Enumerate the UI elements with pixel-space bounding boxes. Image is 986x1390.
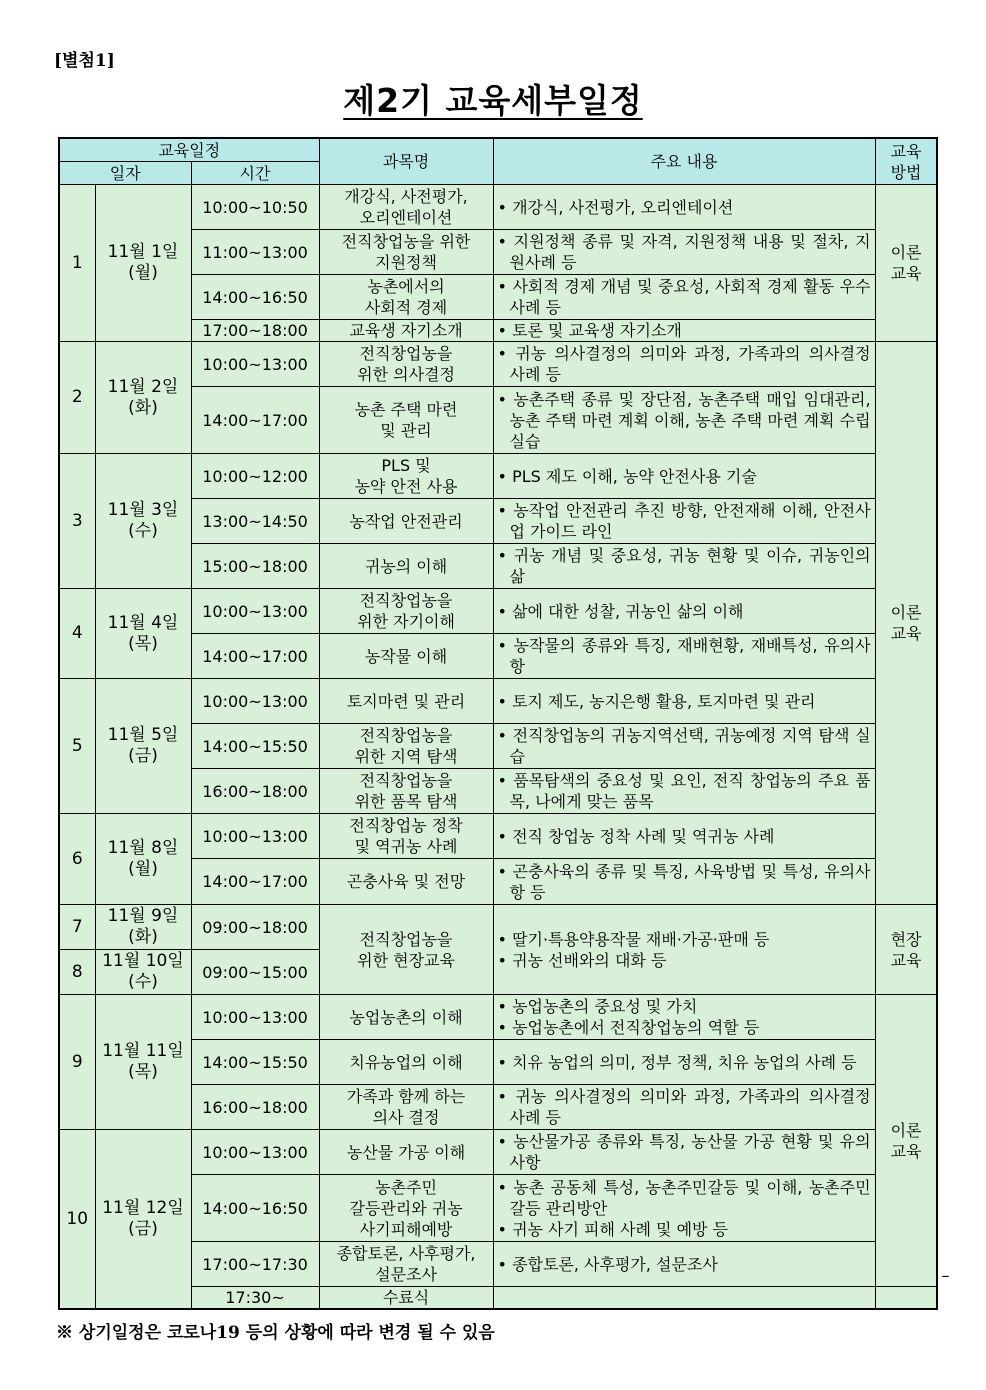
- content-text: 농작업 안전관리 추진 방향, 안전재해 이해, 안전사업 가이드 라인: [509, 501, 871, 541]
- content-text: 곤충사육의 종류 및 특징, 사육방법 및 특성, 유의사항 등: [509, 861, 871, 902]
- table-row: [59, 769, 937, 814]
- session-time: 11:00~13:00: [191, 230, 319, 275]
- bullet-icon: •: [497, 950, 513, 970]
- content-text: 종합토론, 사후평가, 설문조사: [512, 1254, 718, 1274]
- bullet-icon: •: [497, 636, 514, 655]
- session-content: [493, 769, 875, 814]
- bullet-icon: •: [497, 277, 513, 296]
- content-text: 개강식, 사전평가, 오리엔테이션: [512, 197, 734, 217]
- content-item: [498, 343, 871, 385]
- content-item: [498, 1254, 871, 1275]
- footnote: ※ 상기일정은 코로나19 등의 상황에 따라 변경 될 수 있음: [56, 1323, 495, 1343]
- session-time: 10:00~13:00: [191, 679, 319, 724]
- session-time: 17:00~17:30: [191, 1242, 319, 1287]
- session-time: 10:00~13:00: [191, 1130, 319, 1175]
- day-date: 11월 4일 (목): [95, 589, 191, 679]
- session-content: [493, 995, 875, 1040]
- session-subject: 교육생 자기소개: [319, 320, 493, 342]
- session-subject: 전직창업농을 위한 의사결정: [319, 342, 493, 387]
- content-text: 토론 및 교육생 자기소개: [512, 321, 682, 340]
- session-content: [493, 1040, 875, 1085]
- session-time: 17:30~: [191, 1287, 319, 1310]
- table-row: [59, 230, 937, 275]
- content-text: 전직창업농의 귀농지역선택, 귀농예정 지역 탐색 실습: [509, 726, 871, 766]
- bullet-icon: •: [497, 197, 513, 217]
- content-item: [498, 276, 871, 318]
- session-content: [493, 185, 875, 230]
- content-item: [498, 320, 871, 341]
- session-subject: 전직창업농을 위한 자기이해: [319, 589, 493, 634]
- session-time: 17:00~18:00: [191, 320, 319, 342]
- bullet-icon: •: [497, 1219, 513, 1239]
- table-row: [59, 320, 937, 342]
- session-content: [493, 454, 875, 499]
- bullet-icon: •: [497, 466, 513, 486]
- session-content: [493, 1242, 875, 1287]
- content-item: [498, 1177, 871, 1219]
- session-subject: 종합토론, 사후평가, 설문조사: [319, 1242, 493, 1287]
- content-item: [498, 826, 871, 847]
- content-item: [498, 1131, 871, 1173]
- table-row: 17:00~17:30 종합토론, 사후평가, 설문조사 • 종합토론, 사후평가, 설문조사 –: [59, 1242, 937, 1287]
- header-date: 일자: [59, 162, 191, 185]
- bullet-icon: •: [497, 546, 514, 565]
- content-item: [498, 545, 871, 587]
- content-item: [498, 725, 871, 767]
- day-date: 11월 11일 (목): [95, 995, 191, 1130]
- session-time: 16:00~18:00: [191, 1085, 319, 1130]
- table-row: [59, 387, 937, 454]
- content-text: 농업농촌의 중요성 및 가치: [512, 997, 698, 1016]
- session-content: [493, 589, 875, 634]
- content-text: 딸기·특용약용작물 재배·가공·판매 등: [512, 929, 770, 949]
- session-content: [493, 230, 875, 275]
- content-text: 농촌 공동체 특성, 농촌주민갈등 및 이해, 농촌주민갈등 관리방안: [509, 1177, 871, 1218]
- session-content: [493, 859, 875, 905]
- session-subject: 가족과 함께 하는 의사 결정: [319, 1085, 493, 1130]
- session-time: 14:00~16:50: [191, 1175, 319, 1242]
- session-content: [493, 275, 875, 320]
- session-subject: 귀농의 이해: [319, 544, 493, 589]
- bullet-icon: •: [497, 501, 514, 520]
- content-item: [498, 950, 871, 971]
- page-title: 제2기 교육세부일정: [343, 81, 643, 120]
- session-time: 16:00~18:00: [191, 769, 319, 814]
- attachment-label: [별첨1]: [54, 51, 115, 71]
- day-number: 10: [59, 1130, 95, 1310]
- header-time: 시간: [191, 162, 319, 185]
- table-row: [59, 1085, 937, 1130]
- session-content: [493, 387, 875, 454]
- table-row: [59, 995, 937, 1040]
- bullet-icon: •: [497, 826, 513, 846]
- header-row-1: [59, 138, 937, 162]
- table-row: [59, 275, 937, 320]
- content-item: [498, 231, 871, 273]
- session-content: [493, 320, 875, 342]
- session-subject: 치유농업의 이해: [319, 1040, 493, 1085]
- bullet-icon: •: [497, 1052, 513, 1072]
- day-number: 5: [59, 679, 95, 814]
- bullet-icon: •: [497, 726, 513, 745]
- content-text: 귀농 의사결정의 의미와 과정, 가족과의 의사결정 사례 등: [509, 344, 871, 384]
- day-date: 11월 9일 (화): [95, 905, 191, 950]
- content-text: 치유 농업의 의미, 정부 정책, 치유 농업의 사례 등: [512, 1052, 857, 1072]
- bullet-icon: •: [497, 344, 516, 363]
- bullet-icon: •: [497, 1177, 514, 1197]
- content-text: 농촌주택 종류 및 장단점, 농촌주택 매입 임대관리, 농촌 주택 마련 계획 이해, 농촌 주택 마련 계획 수립 실습: [509, 389, 871, 451]
- content-item: [498, 770, 871, 812]
- day-number: 1: [59, 185, 95, 342]
- session-time: 15:00~18:00: [191, 544, 319, 589]
- table-row: [59, 342, 937, 387]
- content-text: 귀농 선배와의 대화 등: [512, 950, 667, 970]
- content-item: [498, 466, 871, 487]
- session-subject: 농촌에서의 사회적 경제: [319, 275, 493, 320]
- day-number: 6: [59, 814, 95, 905]
- content-item: [498, 1017, 871, 1038]
- bullet-icon: •: [497, 1254, 513, 1274]
- bullet-icon: •: [497, 929, 513, 949]
- header-method: 교육 방법: [875, 138, 937, 185]
- session-time: 14:00~17:00: [191, 387, 319, 454]
- table-row: [59, 499, 937, 544]
- content-item: [498, 996, 871, 1017]
- session-content: [493, 1085, 875, 1130]
- session-subject: 전직창업농을 위한 품목 탐색: [319, 769, 493, 814]
- session-subject: 전직창업농을 위한 현장교육: [319, 905, 493, 995]
- session-time: 14:00~17:00: [191, 859, 319, 905]
- session-content: [493, 1287, 875, 1310]
- bullet-icon: •: [497, 691, 513, 711]
- table-row: [59, 454, 937, 499]
- content-text: 삶에 대한 성찰, 귀농인 삶의 이해: [512, 601, 744, 621]
- day-date: 11월 5일 (금): [95, 679, 191, 814]
- content-text: 귀농 사기 피해 사례 및 예방 등: [512, 1219, 729, 1239]
- content-text: 품목탐색의 중요성 및 요인, 전직 창업농의 주요 품목, 나에게 맞는 품목: [509, 771, 871, 811]
- education-method: 이론 교육: [875, 995, 937, 1287]
- content-text: 전직 창업농 정착 사례 및 역귀농 사례: [512, 826, 775, 846]
- schedule-table: [58, 137, 950, 1310]
- table-row: [59, 589, 937, 634]
- content-text: 농업농촌에서 전직창업농의 역할 등: [512, 1018, 760, 1037]
- day-date: 11월 8일 (월): [95, 814, 191, 905]
- session-time: 10:00~13:00: [191, 814, 319, 859]
- session-content: [493, 499, 875, 544]
- session-subject: 농촌주민 갈등관리와 귀농 사기피해예방: [319, 1175, 493, 1242]
- bullet-icon: •: [497, 1132, 514, 1151]
- session-content: [493, 342, 875, 387]
- session-time: 14:00~17:00: [191, 634, 319, 679]
- session-time: 09:00~15:00: [191, 950, 319, 995]
- bullet-icon: •: [497, 1018, 513, 1037]
- bullet-icon: •: [497, 321, 513, 340]
- table-row: [59, 1287, 937, 1310]
- session-content: [493, 1130, 875, 1175]
- content-item: [498, 500, 871, 542]
- content-item: [498, 1086, 871, 1128]
- session-time: 10:00~10:50: [191, 185, 319, 230]
- bullet-icon: •: [497, 389, 514, 409]
- bullet-icon: •: [497, 771, 514, 790]
- session-subject: 개강식, 사전평가, 오리엔테이션: [319, 185, 493, 230]
- session-content: [493, 905, 875, 995]
- table-row: [59, 185, 937, 230]
- session-content: [493, 1175, 875, 1242]
- day-date: 11월 10일 (수): [95, 950, 191, 995]
- table-row: [59, 634, 937, 679]
- content-item: [498, 691, 871, 712]
- day-number: 9: [59, 995, 95, 1130]
- table-row: [59, 1175, 937, 1242]
- session-subject: 토지마련 및 관리: [319, 679, 493, 724]
- content-item: [498, 197, 871, 218]
- session-time: 09:00~18:00: [191, 905, 319, 950]
- session-content: [493, 679, 875, 724]
- session-subject: 농작업 안전관리: [319, 499, 493, 544]
- bullet-icon: •: [497, 861, 513, 881]
- day-number: 7: [59, 905, 95, 950]
- content-item: [498, 635, 871, 677]
- content-item: [498, 861, 871, 903]
- education-method: 이론 교육: [875, 185, 937, 342]
- day-number: 8: [59, 950, 95, 995]
- content-text: 귀농 의사결정의 의미와 과정, 가족과의 의사결정 사례 등: [509, 1087, 871, 1127]
- session-content: [493, 544, 875, 589]
- day-date: 11월 3일 (수): [95, 454, 191, 589]
- content-item: [498, 1052, 871, 1073]
- session-subject: 농작물 이해: [319, 634, 493, 679]
- table-row: [59, 544, 937, 589]
- content-item: [498, 389, 871, 452]
- content-item: [498, 1219, 871, 1240]
- session-time: 14:00~15:50: [191, 724, 319, 769]
- session-subject: 농업농촌의 이해: [319, 995, 493, 1040]
- table-row: [59, 814, 937, 859]
- content-text: 지원정책 종류 및 자격, 지원정책 내용 및 절차, 지원사례 등: [509, 232, 871, 272]
- bullet-icon: •: [497, 997, 513, 1016]
- content-text: 귀농 개념 및 중요성, 귀농 현황 및 이슈, 귀농인의 삶: [509, 546, 871, 586]
- content-text: 사회적 경제 개념 및 중요성, 사회적 경제 활동 우수사례 등: [509, 277, 871, 317]
- bullet-icon: •: [497, 601, 513, 621]
- session-subject: 수료식: [319, 1287, 493, 1310]
- session-time: 14:00~16:50: [191, 275, 319, 320]
- table-row: [59, 1040, 937, 1085]
- session-subject: 곤충사육 및 전망: [319, 859, 493, 905]
- schedule-body: [59, 185, 950, 1310]
- content-item: [498, 601, 871, 622]
- day-number: 2: [59, 342, 95, 454]
- table-row: [59, 859, 937, 905]
- day-number: 3: [59, 454, 95, 589]
- session-time: 10:00~13:00: [191, 342, 319, 387]
- session-time: 10:00~13:00: [191, 589, 319, 634]
- header-content: 주요 내용: [493, 138, 875, 185]
- session-subject: 전직창업농을 위한 지역 탐색: [319, 724, 493, 769]
- session-time: 14:00~15:50: [191, 1040, 319, 1085]
- education-method: 현장 교육: [875, 905, 937, 995]
- day-date: 11월 2일 (화): [95, 342, 191, 454]
- session-subject: 전직창업농 정착 및 역귀농 사례: [319, 814, 493, 859]
- content-item: [498, 929, 871, 950]
- session-subject: 전직창업농을 위한 지원정책: [319, 230, 493, 275]
- table-row: [59, 905, 937, 950]
- session-time: 10:00~13:00: [191, 995, 319, 1040]
- bullet-icon: •: [497, 232, 514, 251]
- content-text: 토지 제도, 농지은행 활용, 토지마련 및 관리: [512, 691, 816, 711]
- bullet-icon: •: [497, 1087, 516, 1106]
- header-schedule: 교육일정: [59, 138, 319, 162]
- table-row: [59, 679, 937, 724]
- table-row: [59, 724, 937, 769]
- table-row: [59, 1130, 937, 1175]
- content-text: 농작물의 종류와 특징, 재배현황, 재배특성, 유의사항: [509, 636, 871, 676]
- day-date: 11월 12일 (금): [95, 1130, 191, 1310]
- session-subject: 농산물 가공 이해: [319, 1130, 493, 1175]
- session-subject: PLS 및 농약 안전 사용: [319, 454, 493, 499]
- content-text: PLS 제도 이해, 농약 안전사용 기술: [512, 466, 757, 486]
- day-number: 4: [59, 589, 95, 679]
- session-content: [493, 634, 875, 679]
- day-date: 11월 1일 (월): [95, 185, 191, 342]
- session-time: 13:00~14:50: [191, 499, 319, 544]
- session-subject: 농촌 주택 마련 및 관리: [319, 387, 493, 454]
- header-subject: 과목명: [319, 138, 493, 185]
- education-method: 이론 교육: [875, 342, 937, 905]
- session-content: [493, 814, 875, 859]
- session-time: 10:00~12:00: [191, 454, 319, 499]
- content-text: 농산물가공 종류와 특징, 농산물 가공 현황 및 유의사항: [509, 1132, 871, 1172]
- session-content: [493, 724, 875, 769]
